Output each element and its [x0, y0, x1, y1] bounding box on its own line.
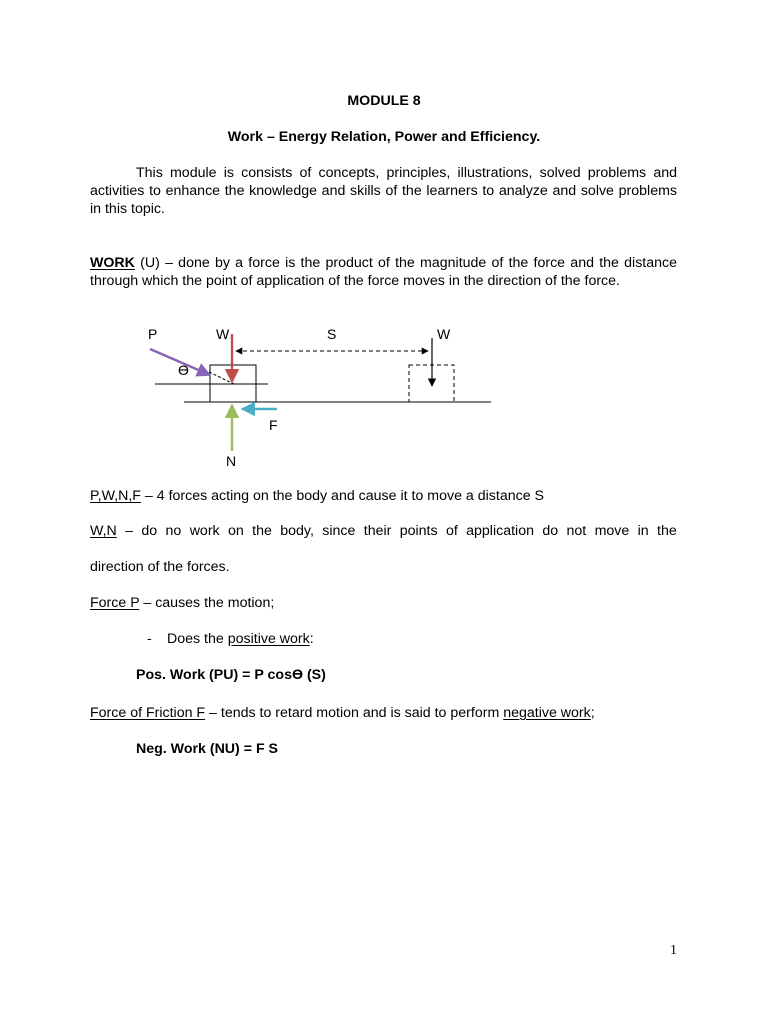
wn-word: – — [125, 523, 134, 539]
wn-word: body, — [280, 523, 314, 539]
forces-term: P,W,N,F — [90, 488, 141, 504]
wn-word: of — [445, 523, 458, 539]
work-force-diagram — [0, 0, 768, 480]
wn-continuation: direction of the forces. — [90, 559, 230, 575]
module-title: MODULE 8 — [347, 93, 421, 109]
wn-word: the — [252, 523, 272, 539]
force-p-line — [90, 595, 274, 611]
label-w-displaced: W — [437, 326, 451, 342]
wn-word: their — [363, 523, 392, 539]
friction-line — [90, 705, 595, 721]
positive-work-formula: Pos. Work (PU) = P cosϴ (S) — [136, 667, 326, 683]
work-term: WORK — [90, 255, 135, 271]
wn-line — [90, 523, 677, 539]
friction-term: Force of Friction F — [90, 705, 206, 721]
negative-work-term: negative work — [503, 705, 591, 721]
wn-word: not — [566, 523, 587, 539]
friction-middle: – tends to retard motion and is said to perform — [205, 705, 504, 721]
work-definition-text: (U) – done by a force is the product of the magnitude of the force and the distance through which the point of application of the force moves in the direction of the force. — [90, 255, 677, 289]
positive-work-term: positive work — [227, 631, 310, 647]
bullet-prefix: Does the — [167, 631, 228, 647]
force-p-term: Force P — [90, 595, 140, 611]
label-s: S — [327, 326, 337, 342]
bullet-item — [167, 631, 314, 647]
bullet-dash: - — [147, 631, 152, 647]
wn-word: since — [322, 523, 356, 539]
forces-text: – 4 forces acting on the body and cause it to move a distance S — [140, 488, 544, 504]
force-p-text: – causes the motion; — [139, 595, 275, 611]
wn-word: the — [657, 523, 677, 539]
label-w: W — [216, 326, 230, 342]
wn-word: no — [165, 523, 182, 539]
page-number: 1 — [670, 943, 677, 958]
label-n: N — [226, 453, 237, 469]
wn-word: do — [542, 523, 559, 539]
wn-word: do — [141, 523, 158, 539]
friction-suffix: ; — [590, 705, 595, 721]
bullet-suffix: : — [309, 631, 314, 647]
wn-word: in — [637, 523, 649, 539]
wn-term: W,N — [90, 523, 117, 539]
wn-word: work — [189, 523, 220, 539]
negative-work-formula: Neg. Work (NU) = F S — [136, 741, 279, 757]
wn-word: application — [466, 523, 534, 539]
wn-word: on — [228, 523, 244, 539]
label-f: F — [269, 417, 278, 433]
label-p: P — [148, 326, 158, 342]
module-subtitle: Work – Energy Relation, Power and Efficiency. — [227, 129, 541, 145]
theta-guide-line — [209, 372, 234, 384]
label-theta: ϴ — [178, 362, 189, 378]
wn-word: points — [399, 523, 438, 539]
forces-line — [90, 488, 544, 504]
intro-text: This module is consists of concepts, principles, illustrations, solved problems and activities to enhance the knowledge and skills of the learners to analyze and solve problems in this topic. — [90, 165, 677, 217]
wn-word: move — [594, 523, 630, 539]
